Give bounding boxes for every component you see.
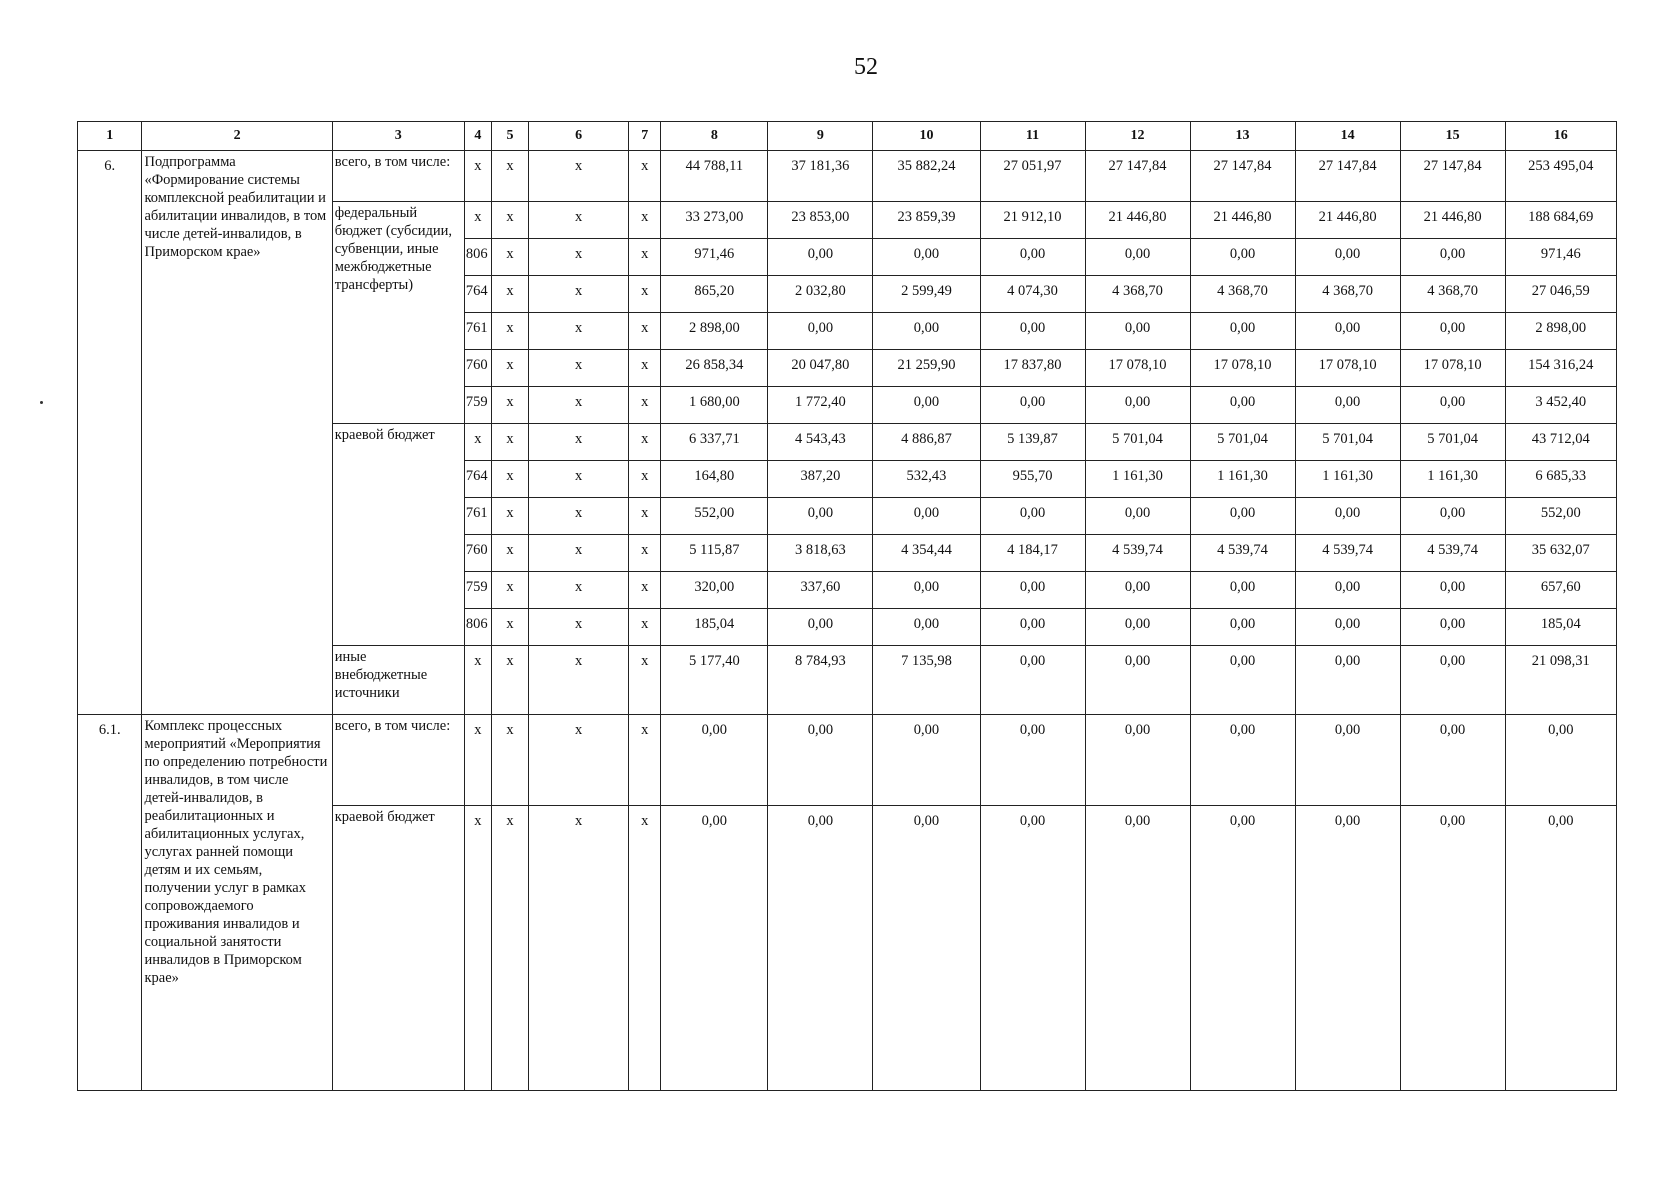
- value-cell: 21 446,80: [1190, 202, 1295, 239]
- value-cell: 0,00: [1190, 239, 1295, 276]
- value-cell: 532,43: [873, 461, 980, 498]
- value-cell: 0,00: [873, 498, 980, 535]
- value-cell: 0,00: [1400, 387, 1505, 424]
- x-cell: x: [491, 572, 528, 609]
- header-row: [78, 122, 1617, 151]
- value-cell: 0,00: [1295, 313, 1400, 350]
- value-cell: 21 098,31: [1505, 646, 1616, 715]
- x-cell: x: [529, 461, 629, 498]
- value-cell: 0,00: [1190, 715, 1295, 806]
- x-cell: x: [529, 313, 629, 350]
- x-cell: x: [491, 350, 528, 387]
- value-cell: 6 685,33: [1505, 461, 1616, 498]
- value-cell: 0,00: [768, 498, 873, 535]
- x-cell: x: [629, 424, 661, 461]
- table-row: [78, 151, 1617, 202]
- x-cell: x: [529, 498, 629, 535]
- value-cell: 0,00: [1190, 498, 1295, 535]
- value-cell: 0,00: [768, 806, 873, 1091]
- value-cell: 0,00: [1085, 313, 1190, 350]
- value-cell: 0,00: [1190, 646, 1295, 715]
- header-cell-12: 12: [1085, 122, 1190, 151]
- x-cell: x: [491, 535, 528, 572]
- value-cell: 2 599,49: [873, 276, 980, 313]
- value-cell: 0,00: [1295, 498, 1400, 535]
- value-cell: 4 368,70: [1085, 276, 1190, 313]
- value-cell: 4 886,87: [873, 424, 980, 461]
- value-cell: 3 452,40: [1505, 387, 1616, 424]
- x-cell: x: [529, 572, 629, 609]
- value-cell: 0,00: [980, 498, 1085, 535]
- value-cell: 21 446,80: [1085, 202, 1190, 239]
- x-cell: x: [629, 609, 661, 646]
- value-cell: 23 853,00: [768, 202, 873, 239]
- value-cell: 4 184,17: [980, 535, 1085, 572]
- header-cell-2: 2: [142, 122, 332, 151]
- budget-table: [77, 121, 1617, 1091]
- header-cell-10: 10: [873, 122, 980, 151]
- code-cell: 764: [464, 276, 491, 313]
- value-cell: 35 882,24: [873, 151, 980, 202]
- value-cell: 657,60: [1505, 572, 1616, 609]
- x-cell: x: [491, 276, 528, 313]
- value-cell: 0,00: [873, 387, 980, 424]
- x-cell: x: [529, 239, 629, 276]
- value-cell: 6 337,71: [661, 424, 768, 461]
- value-cell: 0,00: [980, 313, 1085, 350]
- value-cell: 5 177,40: [661, 646, 768, 715]
- source-label: федеральный бюджет (субсидии, субвенции, иные межбюджетные трансферты): [332, 202, 464, 424]
- x-cell: x: [629, 806, 661, 1091]
- value-cell: 0,00: [1085, 806, 1190, 1091]
- code-cell: 761: [464, 498, 491, 535]
- value-cell: 0,00: [1085, 387, 1190, 424]
- x-cell: x: [629, 151, 661, 202]
- scan-dot: [40, 401, 43, 404]
- value-cell: 5 701,04: [1190, 424, 1295, 461]
- header-cell-8: 8: [661, 122, 768, 151]
- x-cell: x: [529, 806, 629, 1091]
- value-cell: 0,00: [980, 239, 1085, 276]
- value-cell: 0,00: [980, 387, 1085, 424]
- value-cell: 0,00: [1400, 715, 1505, 806]
- x-cell: x: [629, 461, 661, 498]
- x-cell: x: [529, 424, 629, 461]
- value-cell: 0,00: [1400, 239, 1505, 276]
- source-label: краевой бюджет: [332, 806, 464, 1091]
- value-cell: 21 259,90: [873, 350, 980, 387]
- value-cell: 552,00: [1505, 498, 1616, 535]
- value-cell: 0,00: [1400, 498, 1505, 535]
- value-cell: 0,00: [768, 715, 873, 806]
- value-cell: 0,00: [1400, 313, 1505, 350]
- x-cell: x: [629, 535, 661, 572]
- value-cell: 17 078,10: [1190, 350, 1295, 387]
- code-cell: 764: [464, 461, 491, 498]
- value-cell: 552,00: [661, 498, 768, 535]
- value-cell: 0,00: [1085, 609, 1190, 646]
- program-name: Комплекс процессных мероприятий «Мероприятия по определению потребности инвалидов, в том числе детей-инвалидов, в реабилитационных и абилитационных услугах, услугах ранней помощи детям и их семьям, получении услуг в рамках сопровождаемого проживания инвалидов и социальной занятости инвалидов в Приморском крае»: [142, 715, 332, 1091]
- x-cell: x: [529, 276, 629, 313]
- value-cell: 0,00: [980, 646, 1085, 715]
- row-number: 6.: [78, 151, 142, 715]
- value-cell: 1 161,30: [1085, 461, 1190, 498]
- value-cell: 27 147,84: [1400, 151, 1505, 202]
- value-cell: 0,00: [661, 715, 768, 806]
- value-cell: 7 135,98: [873, 646, 980, 715]
- value-cell: 5 701,04: [1400, 424, 1505, 461]
- x-cell: x: [464, 646, 491, 715]
- code-cell: 806: [464, 239, 491, 276]
- value-cell: 0,00: [1085, 646, 1190, 715]
- value-cell: 337,60: [768, 572, 873, 609]
- value-cell: 4 539,74: [1190, 535, 1295, 572]
- value-cell: 20 047,80: [768, 350, 873, 387]
- value-cell: 0,00: [1295, 646, 1400, 715]
- value-cell: 0,00: [1295, 239, 1400, 276]
- value-cell: 0,00: [980, 715, 1085, 806]
- value-cell: 21 912,10: [980, 202, 1085, 239]
- row-number: 6.1.: [78, 715, 142, 1091]
- code-cell: 759: [464, 387, 491, 424]
- value-cell: 154 316,24: [1505, 350, 1616, 387]
- header-cell-3: 3: [332, 122, 464, 151]
- x-cell: x: [464, 202, 491, 239]
- x-cell: x: [491, 461, 528, 498]
- value-cell: 0,00: [1190, 806, 1295, 1091]
- x-cell: x: [629, 387, 661, 424]
- code-cell: 759: [464, 572, 491, 609]
- value-cell: 0,00: [873, 572, 980, 609]
- value-cell: 5 115,87: [661, 535, 768, 572]
- value-cell: 17 078,10: [1400, 350, 1505, 387]
- value-cell: 33 273,00: [661, 202, 768, 239]
- x-cell: x: [491, 609, 528, 646]
- x-cell: x: [529, 202, 629, 239]
- value-cell: 188 684,69: [1505, 202, 1616, 239]
- value-cell: 971,46: [1505, 239, 1616, 276]
- value-cell: 0,00: [873, 806, 980, 1091]
- value-cell: 0,00: [1190, 387, 1295, 424]
- x-cell: x: [491, 646, 528, 715]
- value-cell: 0,00: [1400, 806, 1505, 1091]
- value-cell: 27 147,84: [1190, 151, 1295, 202]
- value-cell: 0,00: [873, 715, 980, 806]
- value-cell: 0,00: [1190, 609, 1295, 646]
- value-cell: 21 446,80: [1400, 202, 1505, 239]
- value-cell: 0,00: [1190, 572, 1295, 609]
- value-cell: 1 680,00: [661, 387, 768, 424]
- x-cell: x: [491, 498, 528, 535]
- x-cell: x: [529, 609, 629, 646]
- header-cell-9: 9: [768, 122, 873, 151]
- x-cell: x: [629, 313, 661, 350]
- x-cell: x: [529, 646, 629, 715]
- header-cell-13: 13: [1190, 122, 1295, 151]
- x-cell: x: [491, 715, 528, 806]
- value-cell: 17 837,80: [980, 350, 1085, 387]
- header-cell-15: 15: [1400, 122, 1505, 151]
- x-cell: x: [629, 646, 661, 715]
- value-cell: 0,00: [1295, 806, 1400, 1091]
- value-cell: 35 632,07: [1505, 535, 1616, 572]
- x-cell: x: [529, 350, 629, 387]
- value-cell: 185,04: [661, 609, 768, 646]
- code-cell: 760: [464, 535, 491, 572]
- value-cell: 253 495,04: [1505, 151, 1616, 202]
- source-label: краевой бюджет: [332, 424, 464, 646]
- value-cell: 4 354,44: [873, 535, 980, 572]
- value-cell: 3 818,63: [768, 535, 873, 572]
- x-cell: x: [464, 806, 491, 1091]
- value-cell: 0,00: [768, 313, 873, 350]
- value-cell: 0,00: [1295, 715, 1400, 806]
- value-cell: 0,00: [1085, 715, 1190, 806]
- value-cell: 17 078,10: [1085, 350, 1190, 387]
- header-cell-5: 5: [491, 122, 528, 151]
- x-cell: x: [629, 350, 661, 387]
- value-cell: 0,00: [980, 806, 1085, 1091]
- value-cell: 2 898,00: [1505, 313, 1616, 350]
- x-cell: x: [491, 806, 528, 1091]
- value-cell: 0,00: [1295, 609, 1400, 646]
- value-cell: 26 858,34: [661, 350, 768, 387]
- value-cell: 27 147,84: [1085, 151, 1190, 202]
- value-cell: 0,00: [1400, 609, 1505, 646]
- code-cell: 806: [464, 609, 491, 646]
- x-cell: x: [529, 715, 629, 806]
- value-cell: 8 784,93: [768, 646, 873, 715]
- source-label: всего, в том числе:: [332, 715, 464, 806]
- value-cell: 4 539,74: [1400, 535, 1505, 572]
- value-cell: 0,00: [873, 609, 980, 646]
- program-name: Подпрограмма «Формирование системы комплексной реабилитации и абилитации инвалидов, в том числе детей-инвалидов, в Приморском крае»: [142, 151, 332, 715]
- value-cell: 1 161,30: [1295, 461, 1400, 498]
- header-cell-6: 6: [529, 122, 629, 151]
- x-cell: x: [629, 239, 661, 276]
- value-cell: 4 368,70: [1190, 276, 1295, 313]
- x-cell: x: [491, 151, 528, 202]
- value-cell: 1 161,30: [1190, 461, 1295, 498]
- value-cell: 320,00: [661, 572, 768, 609]
- value-cell: 387,20: [768, 461, 873, 498]
- value-cell: 971,46: [661, 239, 768, 276]
- value-cell: 164,80: [661, 461, 768, 498]
- x-cell: x: [464, 151, 491, 202]
- x-cell: x: [629, 715, 661, 806]
- code-cell: 760: [464, 350, 491, 387]
- x-cell: x: [491, 313, 528, 350]
- value-cell: 0,00: [980, 572, 1085, 609]
- value-cell: 0,00: [1505, 715, 1616, 806]
- header-cell-11: 11: [980, 122, 1085, 151]
- value-cell: 0,00: [768, 239, 873, 276]
- value-cell: 0,00: [1295, 572, 1400, 609]
- x-cell: x: [491, 239, 528, 276]
- value-cell: 0,00: [1400, 572, 1505, 609]
- value-cell: 21 446,80: [1295, 202, 1400, 239]
- value-cell: 5 701,04: [1085, 424, 1190, 461]
- x-cell: x: [529, 151, 629, 202]
- header-cell-1: 1: [78, 122, 142, 151]
- value-cell: 955,70: [980, 461, 1085, 498]
- value-cell: 2 898,00: [661, 313, 768, 350]
- header-cell-14: 14: [1295, 122, 1400, 151]
- header-cell-16: 16: [1505, 122, 1616, 151]
- x-cell: x: [491, 387, 528, 424]
- value-cell: 43 712,04: [1505, 424, 1616, 461]
- value-cell: 0,00: [1085, 239, 1190, 276]
- value-cell: 37 181,36: [768, 151, 873, 202]
- x-cell: x: [529, 535, 629, 572]
- value-cell: 4 539,74: [1295, 535, 1400, 572]
- page-number: 52: [854, 54, 878, 80]
- value-cell: 0,00: [873, 313, 980, 350]
- value-cell: 27 147,84: [1295, 151, 1400, 202]
- value-cell: 0,00: [661, 806, 768, 1091]
- value-cell: 2 032,80: [768, 276, 873, 313]
- value-cell: 5 701,04: [1295, 424, 1400, 461]
- value-cell: 0,00: [1085, 572, 1190, 609]
- value-cell: 0,00: [873, 239, 980, 276]
- value-cell: 44 788,11: [661, 151, 768, 202]
- value-cell: 1 161,30: [1400, 461, 1505, 498]
- x-cell: x: [529, 387, 629, 424]
- x-cell: x: [629, 498, 661, 535]
- source-label: иные внебюджетные источники: [332, 646, 464, 715]
- header-cell-4: 4: [464, 122, 491, 151]
- code-cell: 761: [464, 313, 491, 350]
- header-cell-7: 7: [629, 122, 661, 151]
- x-cell: x: [491, 202, 528, 239]
- value-cell: 1 772,40: [768, 387, 873, 424]
- value-cell: 865,20: [661, 276, 768, 313]
- value-cell: 17 078,10: [1295, 350, 1400, 387]
- x-cell: x: [491, 424, 528, 461]
- value-cell: 5 139,87: [980, 424, 1085, 461]
- table-row: [78, 715, 1617, 806]
- source-label: всего, в том числе:: [332, 151, 464, 202]
- value-cell: 0,00: [1190, 313, 1295, 350]
- value-cell: 0,00: [1085, 498, 1190, 535]
- value-cell: 0,00: [1295, 387, 1400, 424]
- value-cell: 4 539,74: [1085, 535, 1190, 572]
- value-cell: 0,00: [1505, 806, 1616, 1091]
- value-cell: 4 074,30: [980, 276, 1085, 313]
- value-cell: 185,04: [1505, 609, 1616, 646]
- value-cell: 4 543,43: [768, 424, 873, 461]
- x-cell: x: [464, 715, 491, 806]
- value-cell: 4 368,70: [1400, 276, 1505, 313]
- x-cell: x: [629, 202, 661, 239]
- value-cell: 0,00: [980, 609, 1085, 646]
- value-cell: 23 859,39: [873, 202, 980, 239]
- x-cell: x: [464, 424, 491, 461]
- value-cell: 0,00: [768, 609, 873, 646]
- value-cell: 0,00: [1400, 646, 1505, 715]
- x-cell: x: [629, 572, 661, 609]
- x-cell: x: [629, 276, 661, 313]
- value-cell: 4 368,70: [1295, 276, 1400, 313]
- value-cell: 27 051,97: [980, 151, 1085, 202]
- value-cell: 27 046,59: [1505, 276, 1616, 313]
